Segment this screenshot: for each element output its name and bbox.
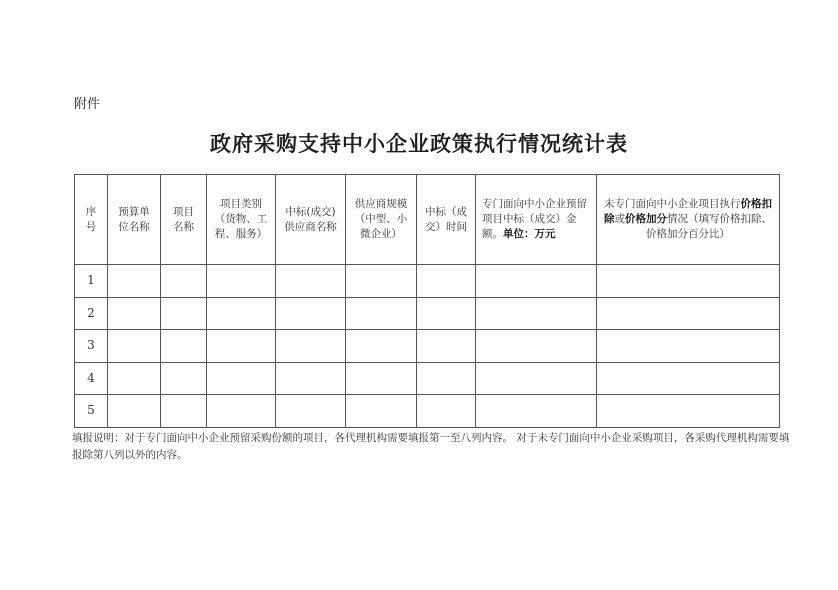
table-cell (597, 362, 780, 395)
attachment-label: 附件 (74, 97, 101, 112)
table-cell (161, 265, 207, 298)
table-cell (108, 395, 161, 428)
table-cell (417, 330, 476, 363)
table-cell (476, 265, 597, 298)
table-cell (597, 297, 780, 330)
header-index: 序号 (75, 175, 108, 265)
table-cell (597, 395, 780, 428)
table-cell (417, 395, 476, 428)
table-cell (597, 330, 780, 363)
table-cell (276, 362, 346, 395)
row-index: 4 (75, 362, 108, 395)
table-cell (476, 395, 597, 428)
filling-instructions: 填报说明：对于专门面向中小企业预留采购份额的项目，各代理机构需要填报第一至八列内容。 对于未专门面向中小企业采购项目，各采购代理机构需要填报除第八列以外的内容。 (72, 432, 790, 461)
table-cell (207, 330, 276, 363)
header-reserved-amount: 专门面向中小企业预留项目中标（成交）金额。单位：万元 (476, 175, 597, 265)
row-index: 1 (75, 265, 108, 298)
page-title: 政府采购支持中小企业政策执行情况统计表 (210, 131, 628, 156)
header-award-time: 中标（成交）时间 (417, 175, 476, 265)
table-cell (161, 395, 207, 428)
table-row (75, 265, 780, 298)
table-cell (417, 265, 476, 298)
row-index: 3 (75, 330, 108, 363)
header-project-category: 项目类别（货物、工程、服务） (207, 175, 276, 265)
header-project-name: 项目名称 (161, 175, 207, 265)
table-cell (207, 362, 276, 395)
table-cell (346, 395, 417, 428)
table-cell (476, 330, 597, 363)
table-cell (161, 297, 207, 330)
table-row (75, 362, 780, 395)
table-cell (276, 330, 346, 363)
table-cell (417, 297, 476, 330)
table-cell (346, 362, 417, 395)
row-index: 5 (75, 395, 108, 428)
table-cell (346, 265, 417, 298)
table-cell (207, 265, 276, 298)
table-row (75, 297, 780, 330)
table-cell (417, 362, 476, 395)
statistics-table (74, 174, 780, 428)
table-cell (276, 265, 346, 298)
table-cell (276, 395, 346, 428)
table-cell (207, 395, 276, 428)
table-cell (108, 265, 161, 298)
table-cell (108, 330, 161, 363)
header-budget-unit: 预算单位名称 (108, 175, 161, 265)
table-cell (161, 362, 207, 395)
table-cell (346, 330, 417, 363)
table-row (75, 330, 780, 363)
header-price-deduction: 未专门面向中小企业项目执行价格扣除或价格加分情况（填写价格扣除、价格加分百分比） (597, 175, 780, 265)
header-winning-supplier: 中标(成交)供应商名称 (276, 175, 346, 265)
table-cell (597, 265, 780, 298)
table-header-row (75, 175, 780, 265)
table-cell (476, 362, 597, 395)
table-cell (161, 330, 207, 363)
table-row (75, 395, 780, 428)
table-cell (207, 297, 276, 330)
table-cell (108, 362, 161, 395)
table-cell (276, 297, 346, 330)
table-cell (346, 297, 417, 330)
row-index: 2 (75, 297, 108, 330)
table-cell (108, 297, 161, 330)
header-supplier-scale: 供应商规模（中型、小微企业） (346, 175, 417, 265)
table-cell (476, 297, 597, 330)
